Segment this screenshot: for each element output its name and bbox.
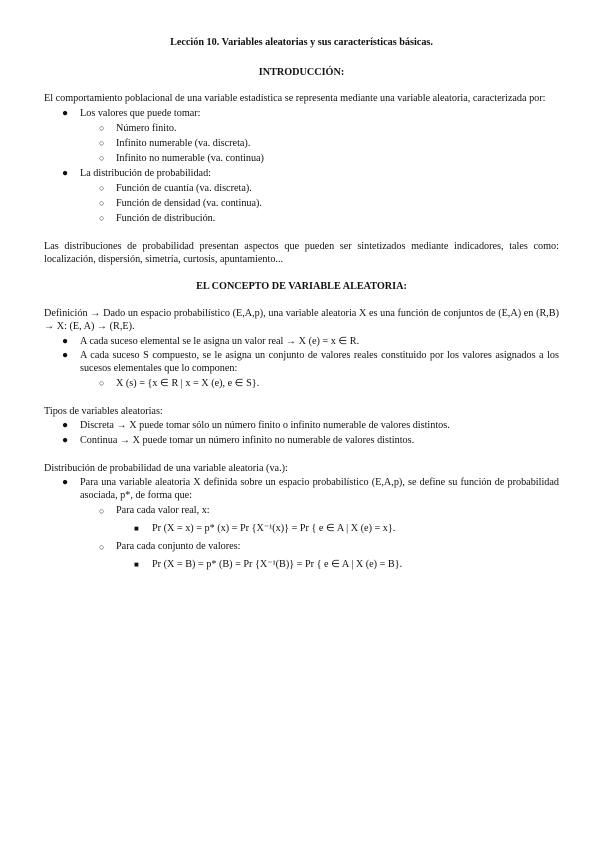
list-item: ○ Para cada valor real, x: xyxy=(44,503,559,519)
bullet-filled-icon: ● xyxy=(62,349,69,361)
bullet-filled-icon: ● xyxy=(62,167,69,179)
probability-formula-set: Pr (X = B) = p* (B) = Pr {X⁻¹(B)} = Pr { e ∈ A | X (e) = B}. xyxy=(152,558,403,570)
definition-paragraph: Definición → Dado un espacio probabilístico (E,A,p), una variable aleatoria X es una función de conjuntos de (E,A) en (R,B) → X: (E, A) → (R,E). xyxy=(44,307,559,332)
bullet-square-icon: ■ xyxy=(134,559,139,569)
types-heading: Tipos de variables aleatorias: xyxy=(44,405,163,417)
list-item: ● Los valores que puede tomar: xyxy=(62,107,201,119)
intro-list xyxy=(44,106,559,226)
intro-closing-paragraph: Las distribuciones de probabilidad presentan aspectos que pueden ser sintetizados mediante indicadores, tales como: localización, dispersión, simetría, curtosis, apuntamiento... xyxy=(44,240,559,265)
probability-formula-value: Pr (X = x) = p* (x) = Pr {X⁻¹(x)} = Pr { e ∈ A | X (e) = x}. xyxy=(152,522,396,534)
bullet-hollow-icon: ○ xyxy=(99,505,105,516)
distribution-list xyxy=(44,476,559,575)
compound-event-formula: X (s) = {x ∈ R | x = X (e), e ∈ S}. xyxy=(116,377,260,389)
list-item: ● Continua → X puede tomar un número infinito no numerable de valores distintos. xyxy=(62,435,415,446)
list-item: ○ Función de cuantía (va. discreta). xyxy=(99,182,252,194)
list-item: ○ Función de distribución. xyxy=(99,212,216,224)
intro-heading: INTRODUCCIÓN: xyxy=(258,67,345,78)
bullet-filled-icon: ● xyxy=(62,335,69,347)
list-item: ● A cada suceso S compuesto, se le asigna un conjunto de valores reales constituido por los valores asignados a los sucesos elementales que lo componen: xyxy=(62,349,559,374)
bullet-hollow-icon: ○ xyxy=(99,137,105,148)
list-item: ● La distribución de probabilidad: xyxy=(62,167,211,179)
bullet-square-icon: ■ xyxy=(134,523,139,533)
bullet-filled-icon: ● xyxy=(62,420,69,431)
page-title: Lección 10. Variables aleatorias y sus características básicas. xyxy=(170,37,433,48)
bullet-hollow-icon: ○ xyxy=(99,122,105,133)
list-item: ● A cada suceso elemental se le asigna un valor real → X (e) = x ∈ R. xyxy=(62,335,360,347)
bullet-filled-icon: ● xyxy=(62,107,69,119)
list-item xyxy=(44,519,559,539)
concept-list xyxy=(44,334,559,391)
bullet-filled-icon: ● xyxy=(62,435,69,446)
list-item: ○ Para cada conjunto de valores: xyxy=(44,539,559,555)
intro-paragraph: El comportamiento poblacional de una variable estadística se representa mediante una variable aleatoria, caracterizada por: xyxy=(44,93,546,104)
document-page xyxy=(44,36,559,575)
bullet-hollow-icon: ○ xyxy=(99,377,105,388)
list-item: ● Discreta → X puede tomar sólo un número finito o infinito numerable de valores distintos. xyxy=(62,420,450,431)
distribution-heading: Distribución de probabilidad de una variable aleatoria (va.): xyxy=(44,463,288,474)
list-item: ○ Número finito. xyxy=(99,122,177,134)
list-item: ○ Función de densidad (va. continua). xyxy=(99,197,262,209)
list-item: ○ Infinito no numerable (va. continua) xyxy=(99,152,264,164)
bullet-hollow-icon: ○ xyxy=(99,182,105,193)
list-item: ● Para una variable aleatoria X definida sobre un espacio probabilístico (E,A,p), se define su función de probabilidad asociada, p*, de forma que: xyxy=(62,476,559,501)
bullet-hollow-icon: ○ xyxy=(99,212,105,223)
bullet-hollow-icon: ○ xyxy=(99,541,105,552)
bullet-hollow-icon: ○ xyxy=(99,197,105,208)
types-list xyxy=(44,418,559,448)
list-item xyxy=(44,376,559,391)
bullet-filled-icon: ● xyxy=(62,476,69,488)
list-item: ○ Infinito numerable (va. discreta). xyxy=(99,137,251,149)
bullet-hollow-icon: ○ xyxy=(99,152,105,163)
list-item xyxy=(44,555,559,575)
concept-heading: EL CONCEPTO DE VARIABLE ALEATORIA: xyxy=(196,280,407,292)
